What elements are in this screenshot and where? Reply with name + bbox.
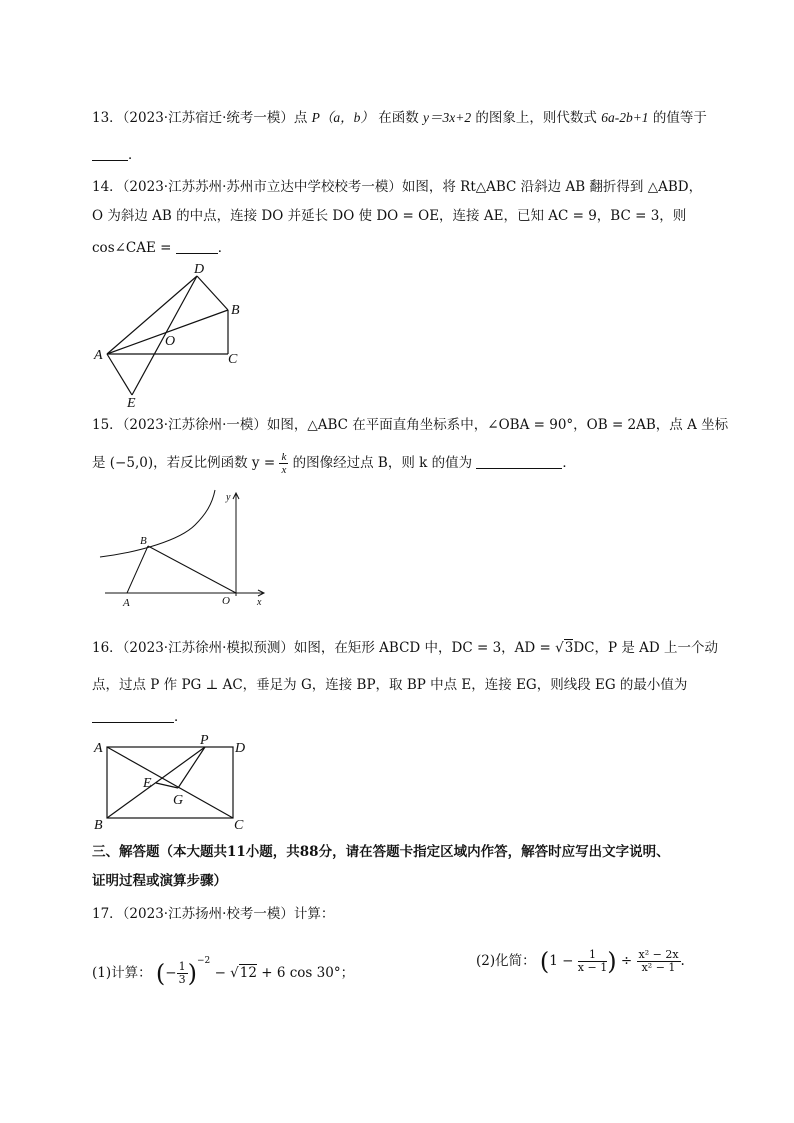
label-a: A (94, 741, 103, 756)
label-c: C (228, 352, 238, 367)
label-o: O (165, 334, 176, 349)
label-a: A (94, 348, 103, 363)
q16-line3: ． (92, 708, 188, 726)
answer-blank[interactable] (92, 147, 128, 161)
label-c: C (234, 818, 244, 833)
q15-line1: 15．（2023·江苏徐州·一模）如图，△ABC 在平面直角坐标系中，∠OBA = 90°，OB = 2AB，点 A 坐标 (92, 417, 729, 433)
q13-line1: 13．（2023·江苏宿迁·统考一模）点 P（a，b） 在函数 y＝3x+2 的图象上，则代数式 6a-2b+1 的值等于 (92, 110, 707, 126)
fraction-k-over-x: $\frac{k}{x}$ (281, 451, 287, 476)
q17-part2: (2)化简： (1 − $\frac{1}{x - 1}$ ) ÷ $\frac{\text{x² − 2x}}{\text{x² − 1}}$ . (476, 947, 685, 976)
q17-title: 17．（2023·江苏扬州·校考一模）计算： (92, 906, 335, 922)
q14-line1: 14．（2023·江苏苏州·苏州市立达中学校校考一模）如图，将 Rt△ABC 沿斜边 AB 翻折得到 △ABD， (92, 179, 703, 195)
label-y: y (226, 492, 231, 503)
answer-blank[interactable] (92, 709, 174, 723)
label-b: B (140, 535, 147, 547)
sqrt-symbol: √3 (555, 640, 574, 656)
q16-line1: 16．（2023·江苏徐州·模拟预测）如图，在矩形 ABCD 中，DC = 3，AD = √3DC，P 是 AD 上一个动 (92, 640, 719, 656)
answer-blank[interactable] (476, 455, 562, 469)
label-g: G (173, 793, 184, 808)
q14-line3: cos∠CAE = ． (92, 240, 232, 256)
q15-line2: 是 (−5,0)，若反比例函数 y = $\frac{k}{x}$ 的图像经过点 B，则 k 的值为 ． (92, 451, 576, 476)
label-e: E (143, 776, 152, 791)
label-p: P (200, 733, 209, 748)
section-heading: 三、解答题（本大题共11小题，共88分，请在答题卡指定区域内作答，解答时应写出文字说明、 (92, 844, 670, 860)
label-b: B (231, 303, 240, 318)
section-heading-cont: 证明过程或演算步骤） (92, 873, 227, 889)
label-x: x (257, 597, 262, 608)
q16-line2: 点，过点 P 作 PG ⊥ AC，垂足为 G，连接 BP，取 BP 中点 E，连接 EG，则线段 EG 的最小值为 (92, 677, 688, 693)
label-d: D (235, 741, 246, 756)
q17-part1: (1)计算： (− $\frac{1}{3}$ )$^{-2}$ − √12 + 6 cos 30°； (92, 956, 355, 988)
label-d: D (194, 262, 205, 277)
q13-answer-line: ． (92, 146, 142, 164)
fraction-1-over-x-1: $\frac{1}{x - 1}$ (577, 948, 608, 974)
label-o: O (222, 595, 230, 607)
label-e: E (127, 396, 136, 411)
fraction-x2-2x-over-x2-1: $\frac{\text{x² − 2x}}{\text{x² − 1}}$ (638, 948, 679, 974)
label-a: A (123, 597, 130, 609)
fraction-one-third: $\frac{1}{3}$ (178, 960, 186, 986)
q14-line2: O 为斜边 AB 的中点，连接 DO 并延长 DO 使 DO = OE，连接 AE，已知 AC = 9，BC = 3，则 (92, 208, 687, 224)
answer-blank[interactable] (176, 240, 218, 254)
label-b: B (94, 818, 103, 833)
